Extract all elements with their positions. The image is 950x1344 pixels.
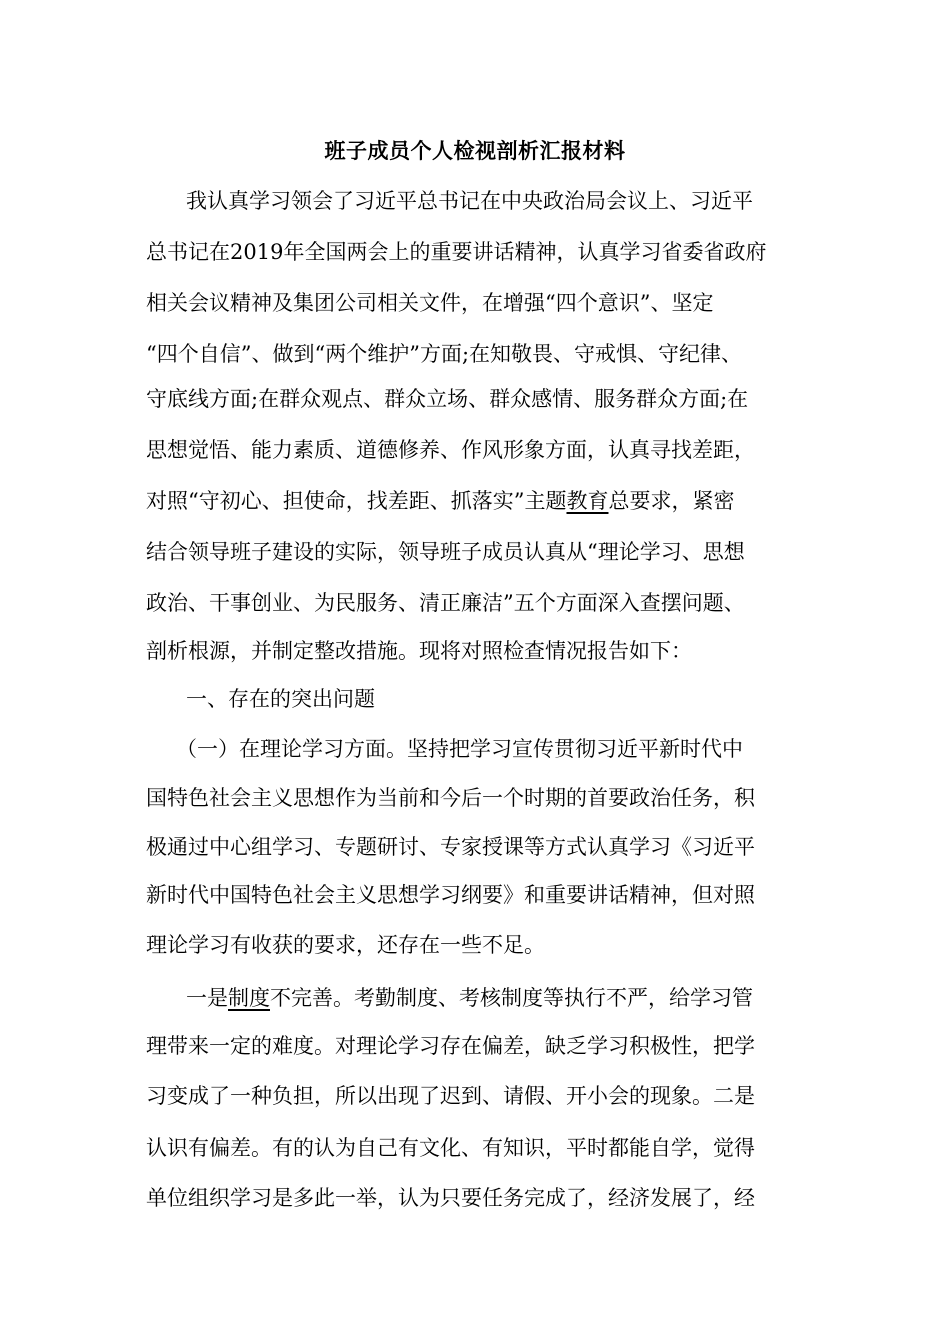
paragraph-line: 新时代中国特色社会主义思想学习纲要》和重要讲话精神，但对照 (146, 883, 755, 907)
paragraph-line: 我认真学习领会了习近平总书记在中央政治局会议上、习近平 (186, 189, 753, 213)
paragraph-line: “四个自信”、做到“两个维护”方面;在知敬畏、守戒惧、守纪律、 (146, 342, 743, 366)
section-heading: 一、存在的突出问题 (186, 687, 375, 711)
paragraph-line: 认识有偏差。有的认为自己有文化、有知识，平时都能自学，觉得 (146, 1136, 755, 1160)
paragraph-line: 总书记在2019年全国两会上的重要讲话精神，认真学习省委省政府 (146, 240, 767, 264)
paragraph-line: 相关会议精神及集团公司相关文件，在增强“四个意识”、坚定 (146, 291, 714, 315)
paragraph-line (186, 983, 753, 1013)
line-text: 总要求，紧密 (608, 489, 735, 513)
line-text: 对照“守初心、担使命，找差距、抓落实”主题 (146, 489, 567, 513)
line-text: 不完善。考勤制度、考核制度等执行不严，给学习管 (270, 986, 753, 1010)
paragraph-line: 理带来一定的难度。对理论学习存在偏差，缺乏学习积极性，把学 (146, 1034, 755, 1058)
paragraph-line: 极通过中心组学习、专题研讨、专家授课等方式认真学习《习近平 (146, 835, 755, 859)
paragraph-line: 守底线方面;在群众观点、群众立场、群众感情、服务群众方面;在 (146, 387, 749, 411)
document-title: 班子成员个人检视剖析汇报材料 (324, 139, 626, 163)
paragraph-line: 单位组织学习是多此一举，认为只要任务完成了，经济发展了，经 (146, 1186, 755, 1210)
paragraph-line: 政治、干事创业、为民服务、清正廉洁”五个方面深入查摆问题、 (146, 591, 745, 615)
underlined-term: 教育 (566, 489, 609, 513)
subsection-heading: （一）在理论学习方面。坚持把学习宣传贯彻习近平新时代中 (176, 737, 743, 761)
paragraph-line: 习变成了一种负担，所以出现了迟到、请假、开小会的现象。二是 (146, 1084, 755, 1108)
underlined-term: 制度 (228, 986, 270, 1010)
paragraph-line: 理论学习有收获的要求，还存在一些不足。 (146, 933, 545, 957)
paragraph-line (146, 486, 734, 516)
line-text: 一是 (186, 986, 228, 1010)
paragraph-line: 剖析根源，并制定整改措施。现将对照检查情况报告如下： (146, 639, 692, 663)
paragraph-line: 思想觉悟、能力素质、道德修养、作风形象方面，认真寻找差距， (146, 438, 755, 462)
paragraph-line: 国特色社会主义思想作为当前和今后一个时期的首要政治任务，积 (146, 786, 755, 810)
paragraph-line: 结合领导班子建设的实际，领导班子成员认真从“理论学习、思想 (146, 540, 745, 564)
